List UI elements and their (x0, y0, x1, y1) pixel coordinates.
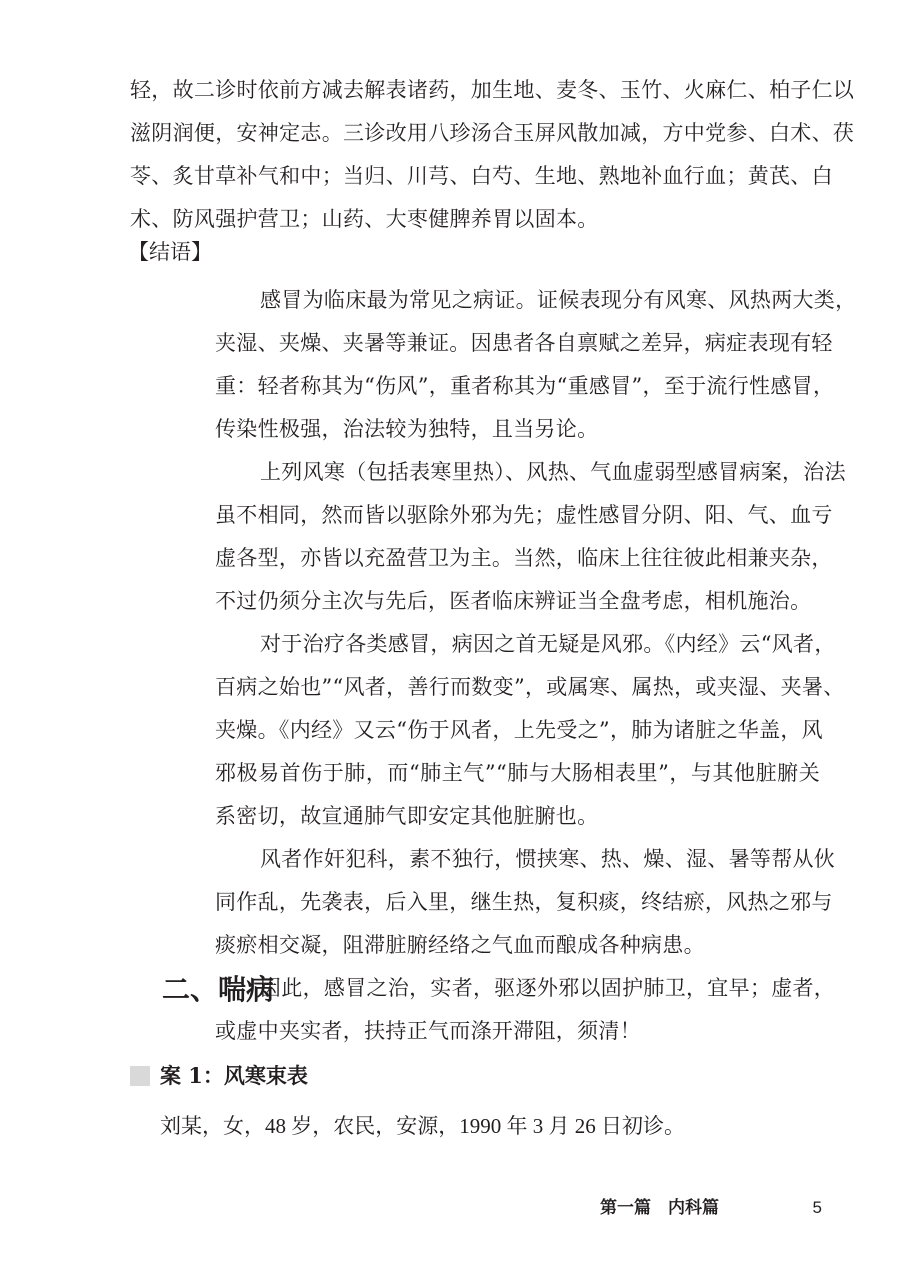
text-line: 苓、炙甘草补气和中；当归、川芎、白芍、生地、熟地补血行血；黄芪、白 (130, 164, 833, 188)
text-line: 或虚中夹实者，扶持正气而涤开滞阻，须清！ (215, 1019, 641, 1043)
text-line: 夹燥。《内经》又云“伤于风者，上先受之”，肺为诸脏之华盖，风 (215, 718, 823, 742)
text-line: 虚各型，亦皆以充盈营卫为主。当然，临床上往往彼此相兼夹杂， (215, 546, 833, 570)
text-line: 轻，故二诊时依前方减去解表诸药，加生地、麦冬、玉竹、火麻仁、柏子仁以 (130, 78, 855, 102)
case-info: 刘某，女，48 岁，农民，安源，1990 年 3 月 26 日初诊。 (160, 1114, 685, 1138)
text-line: 夹湿、夹燥、夹暑等兼证。因患者各自禀赋之差异，病症表现有轻 (215, 331, 833, 355)
text-line: 风者作奸犯科，素不独行，惯挟寒、热、燥、湿、暑等帮从伙 (260, 847, 836, 871)
top-paragraph (130, 69, 855, 241)
text-line: 痰瘀相交凝，阻滞脏腑经络之气血而酿成各种病患。 (215, 933, 705, 957)
text-line: 上列风寒（包括表寒里热）、风热、气血虚弱型感冒病案，治法 (260, 460, 846, 484)
text-line: 虽不相同，然而皆以驱除外邪为先；虚性感冒分阴、阳、气、血亏 (215, 503, 833, 527)
case-marker-square-icon (130, 1066, 150, 1086)
text-line: 因此，感冒之治，实者，驱逐外邪以固护肺卫，宜早；虚者， (260, 976, 836, 1000)
conclusion-label: 【结语】 (128, 240, 212, 264)
text-line: 同作乱，先袭表，后入里，继生热，复积痰，终结瘀，风热之邪与 (215, 890, 833, 914)
footer-section: 第一篇 内科篇 (600, 1198, 719, 1218)
text-line: 滋阴润便，安神定志。三诊改用八珍汤合玉屏风散加减，方中党参、白术、茯 (130, 121, 855, 145)
section-heading: 二、喘病 (162, 973, 275, 1006)
text-line: 术、防风强护营卫；山药、大枣健脾养胃以固本。 (130, 207, 599, 231)
conclusion-body (215, 279, 857, 1053)
text-line: 重：轻者称其为“伤风”，重者称其为“重感冒”，至于流行性感冒， (215, 374, 835, 398)
text-line: 感冒为临床最为常见之病证。证候表现分有风寒、风热两大类， (260, 288, 857, 312)
text-line: 系密切，故宣通肺气即安定其他脏腑也。 (215, 804, 599, 828)
text-line: 传染性极强，治法较为独特，且当另论。 (215, 417, 599, 441)
text-line: 邪极易首伤于肺，而“肺主气”“肺与大肠相表里”，与其他脏腑关 (215, 761, 820, 785)
case-title: 案 1：风寒束表 (160, 1063, 308, 1088)
page-footer (600, 1196, 822, 1220)
text-line: 百病之始也”“风者，善行而数变”，或属寒、属热，或夹湿、夹暑、 (215, 675, 845, 699)
page-number: 5 (812, 1198, 822, 1217)
text-line: 不过仍须分主次与先后，医者临床辨证当全盘考虑，相机施治。 (215, 589, 812, 613)
text-line: 对于治疗各类感冒，病因之首无疑是风邪。《内经》云“风者， (260, 632, 836, 656)
